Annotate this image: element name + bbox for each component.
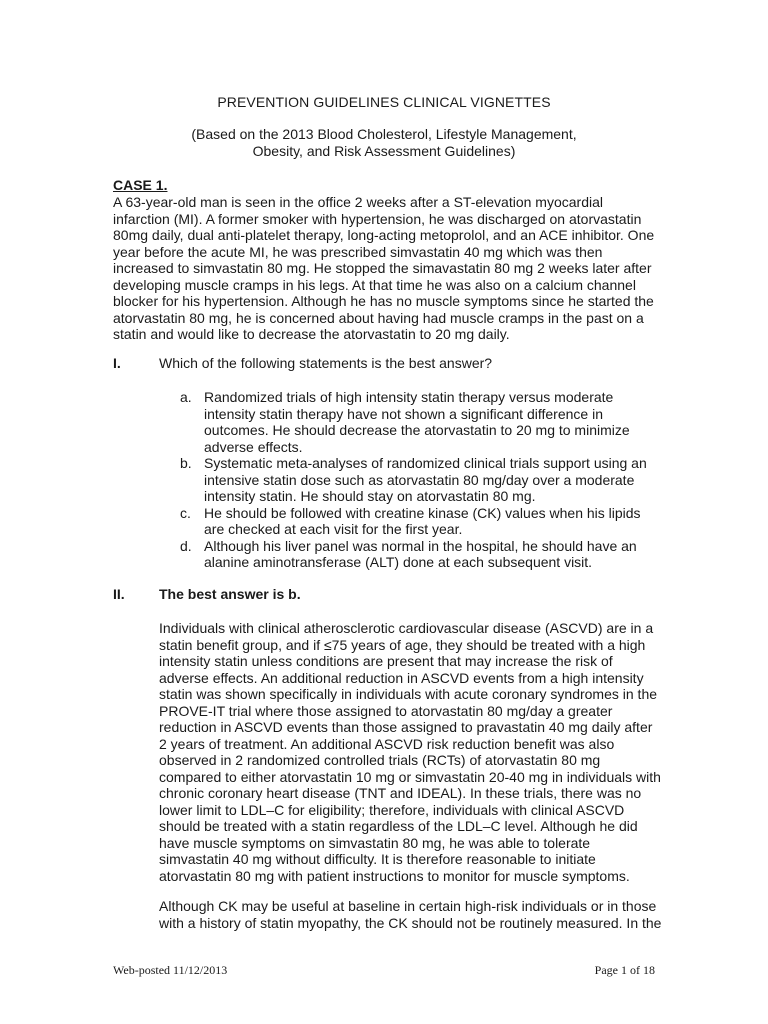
answer-line: adverse effects. An additional reduction in ASCVD events from a high intensity (159, 669, 644, 686)
case-line: increased to simvastatin 80 mg. He stopped the simavastatin 80 mg 2 weeks later after (113, 260, 652, 276)
answer-line: reduction in ASCVD events than those assigned to pravastatin 40 mg daily after (159, 719, 653, 735)
answer-line: compared to either atorvastatin 10 mg or simvastatin 20-40 mg in individuals with (159, 768, 661, 785)
option-line: adverse effects. (204, 438, 303, 455)
option-a (180, 389, 650, 455)
answer-line: lower limit to LDL–C for eligibility; therefore, individuals with clinical ASCVD (159, 801, 625, 818)
option-line: Although his liver panel was normal in the hospital, he should have an (204, 537, 637, 554)
answer-line: should be treated with a statin regardless of the LDL–C level. Although he did (159, 818, 638, 834)
answer-line: simvastatin 40 mg without difficulty. It is therefore reasonable to initiate (159, 851, 596, 867)
option-line: intensity statin. He should stay on atorvastatin 80 mg. (204, 488, 536, 504)
option-letter: b. (180, 455, 192, 471)
answer-line: chronic coronary heart disease (TNT and IDEAL). In these trials, there was no (159, 785, 642, 801)
option-text (204, 538, 650, 571)
case-line: atorvastatin 80 mg, he is concerned about having had muscle cramps in the past on a (113, 309, 644, 326)
option-c (180, 505, 650, 538)
question-number: I. (113, 355, 121, 371)
option-text (204, 455, 650, 505)
answer-line: 2 years of treatment. An additional ASCVD risk reduction benefit was also (159, 735, 615, 752)
answer-line: statin was shown specifically in individuals with acute coronary syndromes in the (159, 686, 658, 702)
case-line: A 63-year-old man is seen in the office 2 weeks after a ST-elevation myocardial (113, 194, 603, 210)
answer-heading: The best answer is b. (159, 586, 301, 602)
question-text: Which of the following statements is the best answer? (159, 355, 493, 371)
case-line: blocker for his hypertension. Although he has no muscle symptoms since he started the (113, 293, 654, 309)
answer-paragraph-1 (159, 620, 659, 884)
answer-line: with a history of statin myopathy, the CK should not be routinely measured. In the (159, 914, 662, 931)
option-letter: c. (180, 504, 191, 521)
case-heading: CASE 1. (113, 177, 168, 193)
subtitle-line: Obesity, and Risk Assessment Guidelines) (252, 142, 516, 159)
case-description (113, 194, 658, 343)
option-line: Systematic meta-analyses of randomized clinical trials support using an (204, 455, 647, 471)
option-line: Randomized trials of high intensity statin therapy versus moderate (204, 389, 614, 405)
answer-options (180, 389, 650, 571)
answer-line: observed in 2 randomized controlled trials (RCTs) of atorvastatin 80 mg (159, 752, 601, 768)
subtitle-line: (Based on the 2013 Blood Cholesterol, Lifestyle Management, (191, 126, 577, 142)
answer-line: atorvastatin 80 mg with patient instructions to monitor for muscle symptoms. (159, 867, 630, 884)
option-text (204, 505, 650, 538)
case-line: 80mg daily, dual anti-platelet therapy, long-acting metoprolol, and an ACE inhibitor. One (113, 227, 655, 243)
footer-posted-date: Web-posted 11/12/2013 (113, 963, 228, 977)
option-letter: a. (180, 389, 192, 405)
option-b (180, 455, 650, 505)
case-line: year before the acute MI, he was prescribed simvastatin 40 mg which was then (113, 243, 603, 260)
answer-number: II. (113, 586, 125, 602)
footer-page-number: Page 1 of 18 (594, 963, 655, 977)
answer-line: have muscle symptoms on simvastatin 80 mg, he was able to tolerate (159, 834, 591, 851)
case-line: infarction (MI). A former smoker with hypertension, he was discharged on atorvastatin (113, 210, 642, 227)
option-letter: d. (180, 537, 192, 554)
answer-line: intensity statin unless conditions are present that may increase the risk of (159, 653, 613, 669)
option-line: alanine aminotransferase (ALT) done at each subsequent visit. (204, 554, 593, 570)
option-line: intensive statin dose such as atorvastatin 80 mg/day over a moderate (204, 471, 635, 488)
case-line: statin and would like to decrease the atorvastatin to 20 mg daily. (113, 326, 510, 342)
answer-line: statin benefit group, and if ≤75 years of age, they should be treated with a high (159, 636, 646, 653)
answer-line: Individuals with clinical atherosclerotic cardiovascular disease (ASCVD) are in a (159, 620, 654, 636)
option-line: are checked at each visit for the first year. (204, 521, 463, 537)
option-line: intensity statin therapy have not shown a significant difference in (204, 405, 603, 422)
document-subtitle (0, 126, 768, 159)
option-line: He should be followed with creatine kinase (CK) values when his lipids (204, 504, 641, 521)
answer-line: Although CK may be useful at baseline in certain high-risk individuals or in those (159, 898, 657, 914)
answer-paragraph-2 (159, 898, 662, 931)
option-d (180, 538, 650, 571)
option-line: outcomes. He should decrease the atorvastatin to 20 mg to minimize (204, 422, 630, 438)
option-text (204, 389, 650, 455)
answer-line: PROVE-IT trial where those assigned to atorvastatin 80 mg/day a greater (159, 702, 613, 719)
case-line: developing muscle cramps in his legs. At that time he was also on a calcium channel (113, 276, 636, 293)
document-title: PREVENTION GUIDELINES CLINICAL VIGNETTES (217, 94, 551, 110)
